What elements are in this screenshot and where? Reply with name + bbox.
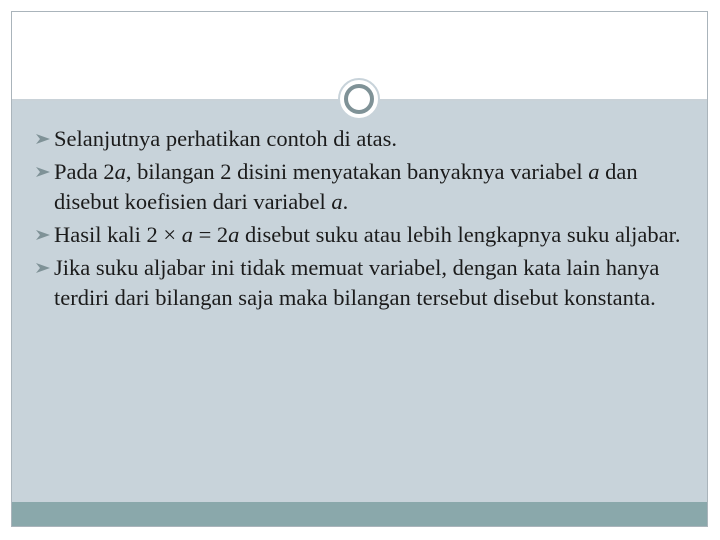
variable-a: a [588,159,600,184]
bullet-text-part: Selanjutnya perhatikan contoh di atas. [54,126,398,151]
bullet-text-part: , bilangan 2 disini menyatakan banyaknya variabel [125,159,589,184]
bullet-text-part: Pada 2 [54,159,115,184]
arrow-bullet-icon [36,263,50,273]
bullet-text-part: = 2 [192,222,229,247]
bullet-item [36,220,686,250]
circle-ornament-icon [338,78,380,120]
bullet-list [36,124,686,316]
variable-a: a [228,222,240,247]
bullet-item [36,157,686,217]
arrow-bullet-icon [36,134,50,144]
bullet-text-part: disebut suku atau lebih lengkapnya suku aljabar. [239,222,681,247]
bullet-item [36,253,686,313]
bullet-text-part: . [342,189,349,214]
arrow-bullet-icon [36,167,50,177]
variable-a: a [331,189,343,214]
arrow-bullet-icon [36,230,50,240]
bullet-text-part: dan disebut koefisien dari variabel [54,159,638,214]
variable-a: a [181,222,193,247]
variable-a: a [114,159,126,184]
bullet-text-part: Jika suku aljabar ini tidak memuat variabel, dengan kata lain hanya terdiri dari bilangan saja maka bilangan tersebut disebut konstanta. [54,255,660,310]
footer-band [12,502,707,526]
bullet-item [36,124,686,154]
bullet-text-part: Hasil kali 2 × [54,222,182,247]
